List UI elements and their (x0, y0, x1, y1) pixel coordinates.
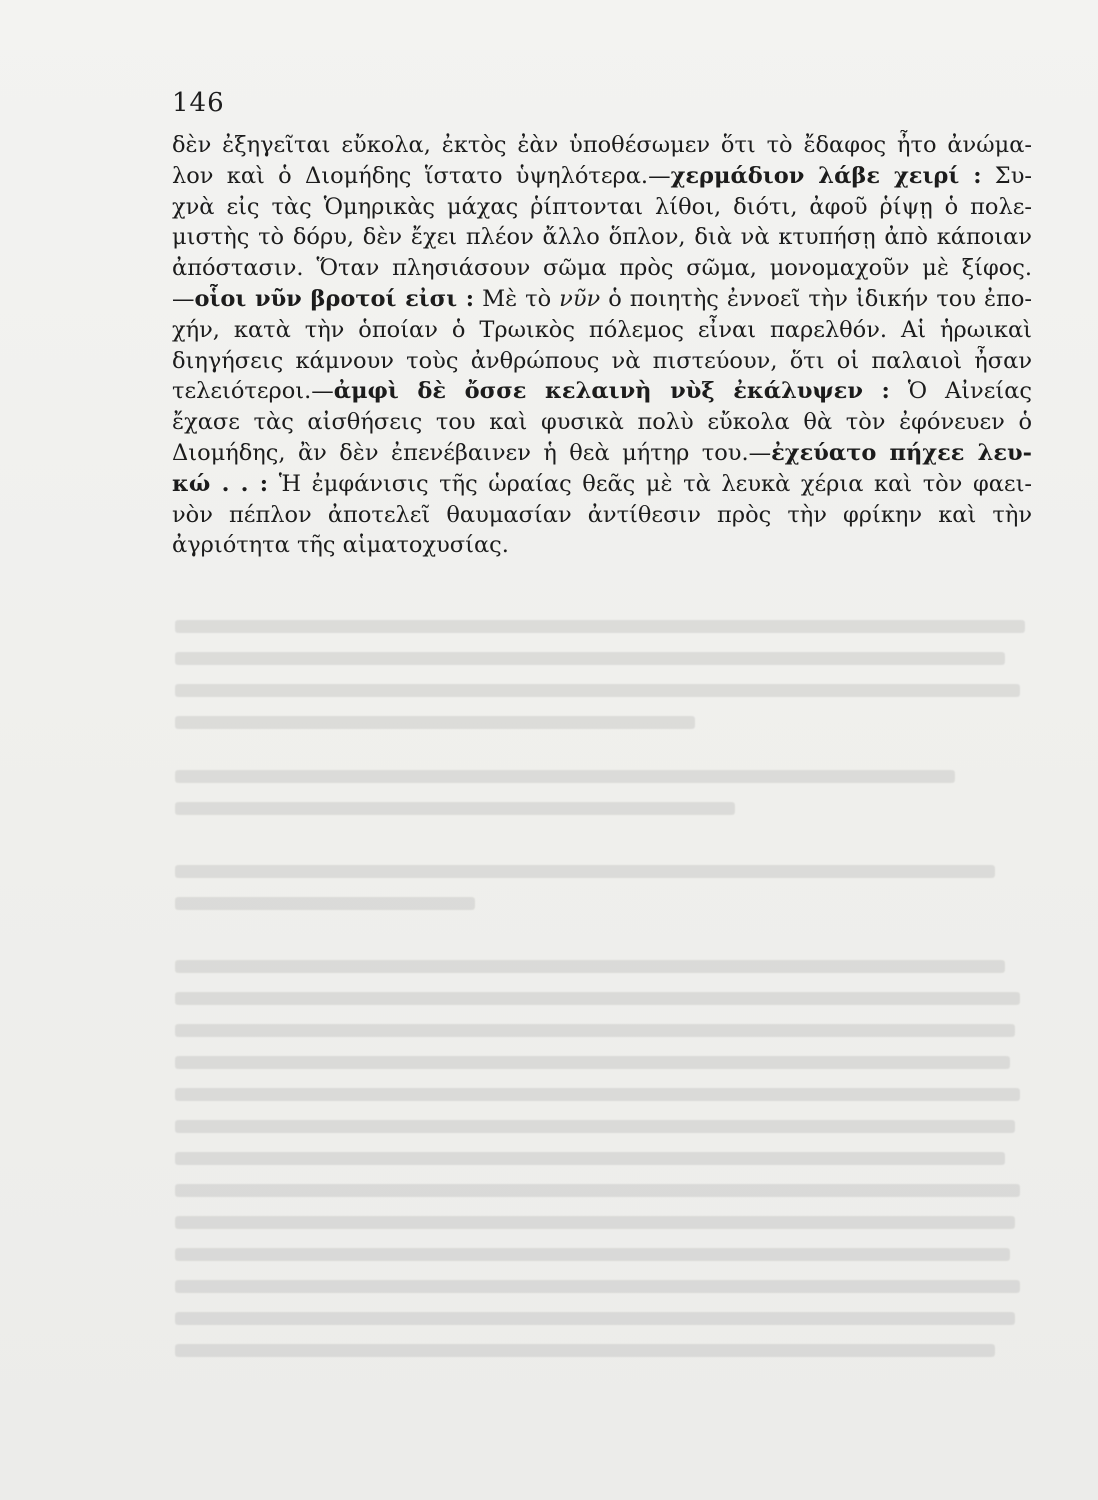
text-segment: τελειότεροι.— (172, 378, 334, 405)
text-segment: Διομήδης, ἂν δὲν ἐπενέβαινεν ἡ θεὰ μήτηρ του.— (172, 439, 772, 466)
text-segment: Ἡ ἐμφάνισις τῆς ὡραίας θεᾶς μὲ τὰ λευκὰ χέρια καὶ τὸν φαει- (268, 470, 1032, 497)
text-segment: μιστὴς τὸ δόρυ, δὲν ἔχει πλέον ἄλλο ὅπλον, διὰ νὰ κτυπήσῃ ἀπὸ κάποιαν (172, 224, 1032, 251)
text-line (172, 407, 1032, 438)
italic-word: νῦν (559, 285, 601, 312)
lemma: ἐχεύατο πήχεε λευ- (771, 439, 1032, 466)
text-segment: δὲν ἐξηγεῖται εὔκολα, ἐκτὸς ἐὰν ὑποθέσωμεν ὅτι τὸ ἔδαφος ἦτο ἀνώμα- (172, 132, 1032, 158)
text-segment: ἔχασε τὰς αἰσθήσεις του καὶ φυσικὰ πολὺ εὔκολα θὰ τὸν ἐφόνευεν ὁ (172, 409, 1032, 436)
text-line (172, 192, 1032, 223)
text-segment: Συ- (981, 162, 1032, 189)
text-line (172, 222, 1032, 253)
page-number: 146 (172, 88, 225, 118)
text-line (172, 284, 1032, 315)
lemma: χερμάδιον λάβε χειρί : (670, 162, 982, 189)
text-line (172, 130, 1032, 161)
reverse-side-show-through (175, 620, 1035, 1440)
text-segment: ὁ ποιητὴς ἐννοεῖ τὴν ἰδικήν του ἐπο- (600, 285, 1032, 312)
text-line (172, 500, 1032, 531)
lemma: οἷοι νῦν βροτοί εἰσι : (194, 285, 475, 312)
text-line (172, 469, 1032, 500)
text-segment: Ὁ Αἰνείας (889, 378, 1032, 405)
text-segment: ἀγριότητα τῆς αἱματοχυσίας. (172, 532, 509, 559)
text-line (172, 161, 1032, 192)
text-segment: λον καὶ ὁ Διομήδης ἵστατο ὑψηλότερα.— (172, 162, 671, 189)
text-line (172, 253, 1032, 284)
text-segment: ἀπόστασιν. Ὅταν πλησιάσουν σῶμα πρὸς σῶμα, μονομαχοῦν μὲ ξίφος. (172, 255, 1032, 282)
text-line (172, 438, 1032, 469)
text-segment: διηγήσεις κάμνουν τοὺς ἀνθρώπους νὰ πιστεύουν, ὅτι οἱ παλαιοὶ ἦσαν (172, 347, 1032, 374)
text-segment: χήν, κατὰ τὴν ὁποίαν ὁ Τρωικὸς πόλεμος εἶναι παρελθόν. Αἱ ἡρωικαὶ (172, 316, 1032, 343)
lemma: κώ . . : (172, 470, 269, 497)
text-segment: — (172, 285, 195, 312)
text-line (172, 346, 1032, 377)
text-segment: Μὲ τὸ (474, 285, 560, 312)
text-line (172, 315, 1032, 346)
text-line (172, 530, 1032, 561)
lemma: ἀμφὶ δὲ ὄσσε κελαινὴ νὺξ ἐκάλυψεν : (333, 378, 890, 405)
commentary-text (172, 130, 1032, 561)
text-line (172, 376, 1032, 407)
text-segment: χνὰ εἰς τὰς Ὁμηρικὰς μάχας ῥίπτονται λίθοι, διότι, ἀφοῦ ῥίψῃ ὁ πολε- (172, 193, 1032, 220)
text-segment: νὸν πέπλον ἀποτελεῖ θαυμασίαν ἀντίθεσιν πρὸς τὴν φρίκην καὶ τὴν (172, 501, 1032, 528)
